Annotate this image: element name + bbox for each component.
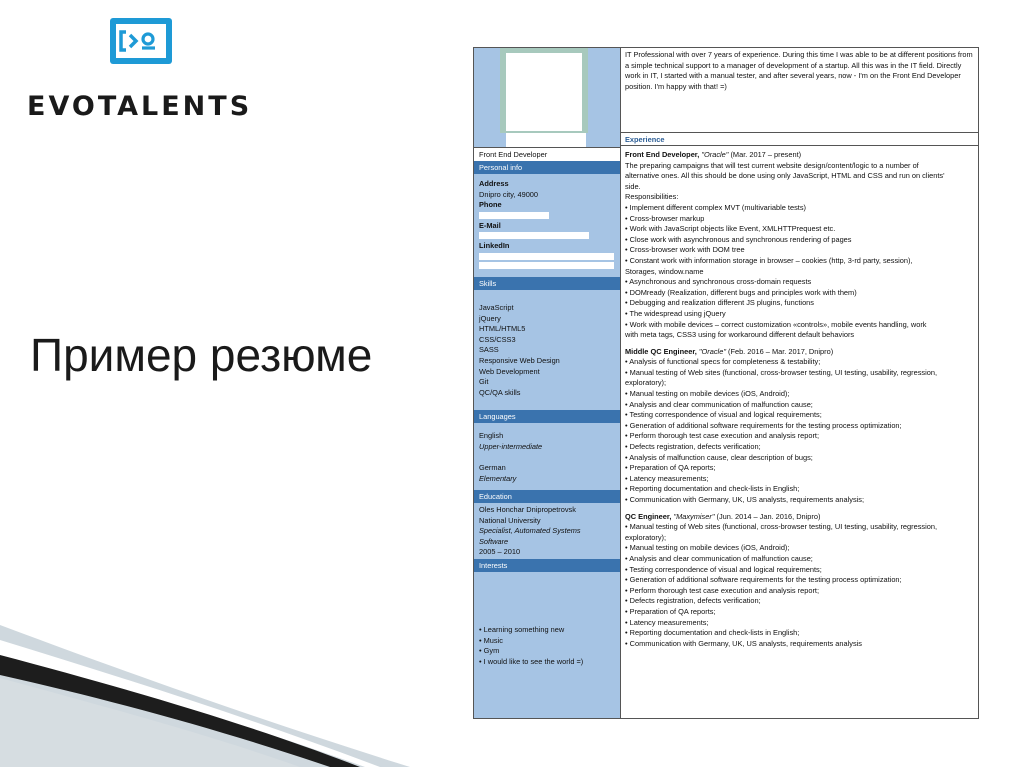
job-entry: [625, 512, 975, 650]
job-responsibility: • Asynchronous and synchronous cross-domain requests: [625, 277, 812, 287]
section-interests: Interests: [474, 559, 620, 572]
job-responsibility: • Latency measurements;: [625, 473, 709, 483]
education-block: [479, 505, 617, 558]
interest-item: • Learning something new: [479, 625, 565, 634]
skill-item: Git: [479, 377, 489, 387]
university-name: Oles Honchar Dnipropetrovsk: [479, 505, 576, 514]
skill-item: SASS: [479, 345, 499, 355]
email-redacted: [479, 232, 589, 239]
job-responsibility: • Latency measurements;: [625, 617, 709, 627]
job-description: The preparing campaigns that will test current website design/content/logic to a number of: [625, 160, 919, 170]
job-responsibility: • Work with mobile devices – correct customization «controls», mobile events handling, work: [625, 319, 927, 329]
job-description: alternative ones. All this should be done using only JavaScript, HTML and CSS and run on clients': [625, 171, 945, 181]
job-responsibility: • Perform thorough test case execution and analysis report;: [625, 431, 820, 441]
job-responsibility: • Manual testing of Web sites (functional, cross-browser testing, UI testing, usability, regression,: [625, 367, 938, 377]
brand-name: EVOTALENTS: [27, 91, 253, 122]
job-responsibility: with meta tags, CSS3 using for workaround different default behaviors: [625, 330, 855, 340]
job-responsibility: • Implement different complex MVT (multivariable tests): [625, 202, 806, 212]
education-years: 2005 – 2010: [479, 547, 521, 557]
personal-info: [479, 179, 617, 271]
slide-title: Пример резюме: [30, 329, 373, 381]
job-responsibility: • Communication with Germany, UK, US analysts, requirements analysis: [625, 638, 862, 648]
section-education: Education: [474, 490, 620, 503]
skill-item: HTML/HTML5: [479, 324, 526, 334]
job-responsibility: • Manual testing on mobile devices (iOS, Android);: [625, 389, 790, 399]
job-responsibility: • Defects registration, defects verification;: [625, 596, 761, 606]
job-header: [625, 347, 975, 358]
resume-sidebar: [474, 48, 621, 718]
linkedin-redacted: [479, 253, 614, 260]
email-label: E-Mail: [479, 220, 501, 230]
job-responsibility: • DOMready (Realization, different bugs and principles work with them): [625, 287, 857, 297]
job-responsibility: • Communication with Germany, UK, US analysts, requirements analysis;: [625, 495, 865, 504]
job-responsibility: • Analysis and clear communication of malfunction cause;: [625, 553, 813, 563]
job-responsibility: • Generation of additional software requirements for the testing process optimization;: [625, 575, 902, 585]
experience-list: [625, 150, 975, 649]
job-responsibility: • Manual testing on mobile devices (iOS, Android);: [625, 543, 790, 553]
skill-item: CSS/CSS3: [479, 334, 516, 344]
university-name-2: National University: [479, 515, 541, 525]
job-responsibility: Storages, window.name: [625, 266, 704, 276]
skill-item: Responsive Web Design: [479, 355, 560, 365]
address-label: Address: [479, 179, 509, 188]
job-header: [625, 150, 975, 161]
section-languages: Languages: [474, 410, 620, 423]
skills-list: [479, 303, 617, 398]
phone-redacted: [479, 212, 549, 219]
job-title: QC Engineer,: [625, 511, 674, 521]
job-title: Middle QC Engineer,: [625, 346, 699, 356]
job-period: (Mar. 2017 – present): [728, 150, 802, 159]
job-responsibility: • Analysis of functional specs for completeness & testability;: [625, 357, 821, 367]
interest-item: • I would like to see the world =): [479, 656, 584, 666]
summary-text: IT Professional with over 7 years of experience. During this time I was able to be at different positions from a simple technical support to a manager of development of a startup. All this was in the IT field. Directly work in IT, I started with a manual tester, and after several years, now - I'm on the Front End Developer position. I'm happy with that! =): [625, 50, 973, 91]
language-level: Upper-intermediate: [479, 441, 543, 451]
job-company: "Maxymiser": [673, 511, 715, 521]
language-level: Elementary: [479, 473, 517, 483]
job-title: Front End Developer,: [625, 150, 702, 159]
job-responsibility: • Close work with asynchronous and synchronous rendering of pages: [625, 234, 852, 244]
job-responsibility: • Debugging and realization different JS plugins, functions: [625, 298, 814, 308]
job-entry: [625, 347, 975, 506]
language-name: English: [479, 431, 504, 440]
job-responsibility: • Manual testing of Web sites (functional, cross-browser testing, UI testing, usability, regression,: [625, 522, 938, 532]
section-personal-info: Personal info: [474, 161, 620, 174]
specialty: Specialist, Automated Systems: [479, 526, 581, 536]
specialty-2: Software: [479, 536, 509, 546]
job-responsibility: • Testing correspondence of visual and logical requirements;: [625, 410, 822, 420]
job-header: [625, 512, 975, 523]
job-responsibility: • The widespread using jQuery: [625, 308, 726, 318]
linkedin-label: LinkedIn: [479, 241, 510, 251]
job-period: (Jun. 2014 – Jan. 2016, Dnipro): [714, 511, 821, 521]
resume-document: [473, 47, 979, 719]
languages-list: [479, 431, 617, 484]
interest-item: • Music: [479, 635, 503, 645]
job-responsibility: • Preparation of QA reports;: [625, 606, 716, 616]
skill-item: jQuery: [479, 313, 501, 323]
skill-item: JavaScript: [479, 303, 514, 312]
address-value: Dnipro city, 49000: [479, 189, 539, 199]
job-company: "Oracle": [701, 150, 729, 159]
interests-list: [479, 625, 617, 667]
decorative-swoosh: [0, 600, 420, 767]
job-responsibility: • Perform thorough test case execution and analysis report;: [625, 585, 820, 595]
job-period: (Feb. 2016 – Mar. 2017, Dnipro): [725, 346, 834, 356]
job-responsibility: • Cross-browser work with DOM tree: [625, 245, 745, 255]
position-title: Front End Developer: [474, 147, 620, 161]
job-responsibility: • Cross-browser markup: [625, 213, 705, 223]
skill-item: Web Development: [479, 366, 540, 376]
job-responsibility: exploratory);: [625, 378, 667, 388]
job-responsibility: • Generation of additional software requirements for the testing process optimization;: [625, 420, 902, 430]
job-responsibility: • Constant work with information storage in browser – cookies (http, 3-rd party, session),: [625, 255, 913, 265]
skill-item: QC/QA skills: [479, 387, 521, 397]
job-responsibility: • Reporting documentation and check-lists in English;: [625, 484, 800, 494]
interest-item: • Gym: [479, 646, 500, 656]
job-responsibility: • Work with JavaScript objects like Event, XMLHTTPrequest etc.: [625, 224, 836, 234]
section-experience: Experience: [621, 132, 978, 146]
profile-photo: [500, 48, 588, 133]
job-entry: [625, 150, 975, 341]
job-responsibility: • Analysis and clear communication of malfunction cause;: [625, 399, 813, 409]
job-responsibility: • Testing correspondence of visual and logical requirements;: [625, 564, 822, 574]
section-skills: Skills: [474, 277, 620, 290]
job-description: side.: [625, 181, 641, 191]
job-responsibility: exploratory);: [625, 532, 667, 542]
job-responsibility: • Defects registration, defects verification;: [625, 442, 761, 452]
job-responsibility: • Analysis of malfunction cause, clear description of bugs;: [625, 452, 813, 462]
language-name: German: [479, 463, 506, 473]
resume-main: [621, 48, 978, 718]
name-placeholder: [506, 133, 586, 147]
phone-label: Phone: [479, 200, 502, 210]
job-description: Responsibilities:: [625, 192, 679, 202]
logo-icon: [108, 16, 174, 66]
job-responsibility: • Reporting documentation and check-lists in English;: [625, 628, 800, 638]
job-company: "Oracle": [698, 346, 726, 356]
job-responsibility: • Preparation of QA reports;: [625, 463, 716, 473]
